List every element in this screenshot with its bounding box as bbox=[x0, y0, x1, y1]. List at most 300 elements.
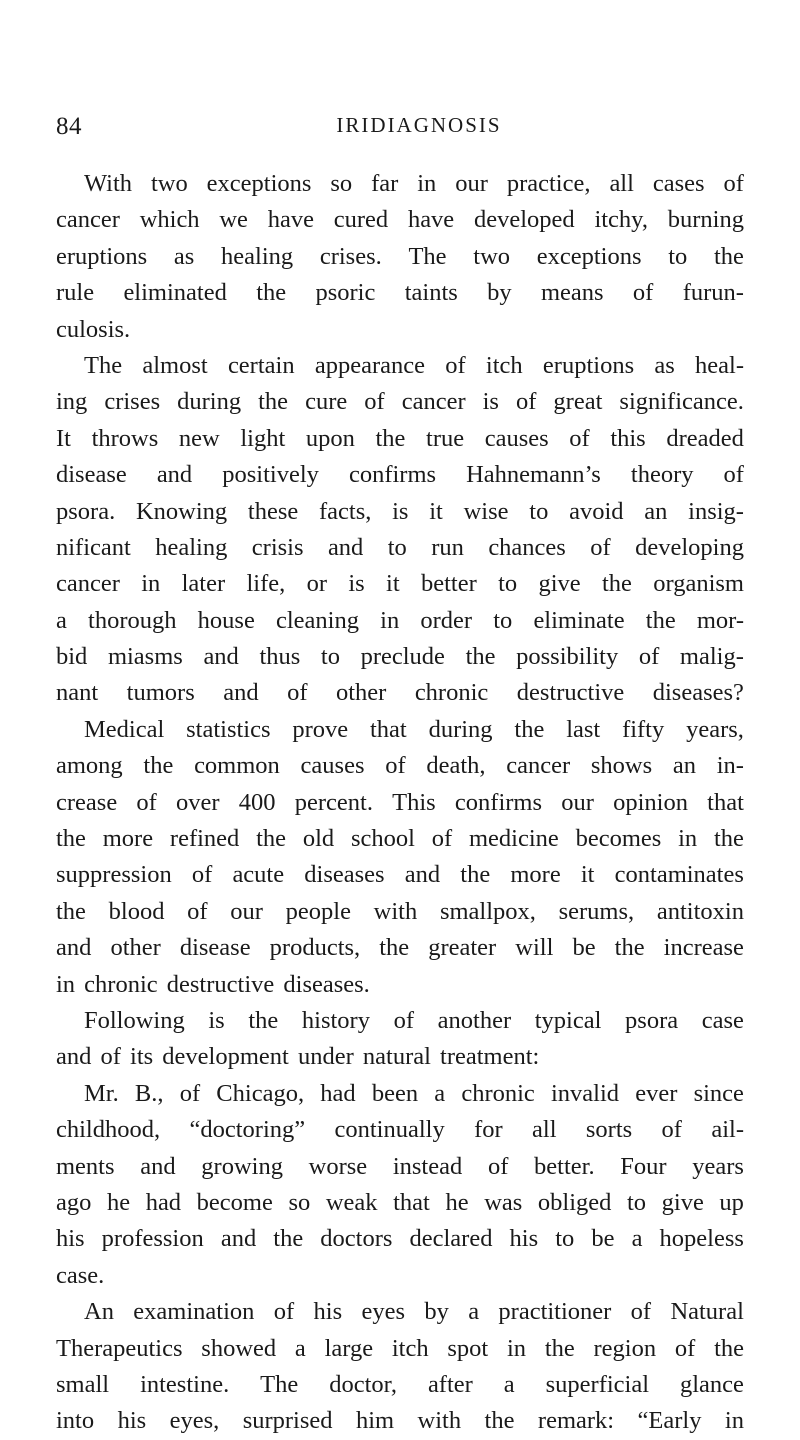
word: be bbox=[572, 934, 596, 962]
word: The bbox=[260, 1370, 299, 1398]
word: shows bbox=[590, 752, 653, 780]
word: years, bbox=[686, 715, 744, 743]
word: for bbox=[474, 1116, 503, 1144]
word: and bbox=[404, 861, 441, 889]
word: statistics bbox=[186, 715, 271, 743]
word: all bbox=[532, 1116, 557, 1144]
word: an bbox=[672, 752, 696, 780]
word: the bbox=[645, 606, 676, 634]
text-line bbox=[56, 1403, 744, 1439]
text-line-content: in chronic destructive diseases. bbox=[56, 970, 370, 998]
word: cancer bbox=[401, 388, 466, 416]
word: With bbox=[84, 170, 133, 197]
word: “doctoring” bbox=[189, 1116, 306, 1144]
word: typical bbox=[534, 1006, 602, 1034]
word: as bbox=[654, 351, 675, 379]
word: he bbox=[106, 1188, 131, 1216]
word: appearance bbox=[314, 351, 425, 379]
word: by bbox=[424, 1298, 449, 1326]
word: two bbox=[473, 242, 511, 270]
word: glance bbox=[680, 1370, 744, 1398]
word: showed bbox=[201, 1334, 277, 1362]
word: crisis bbox=[251, 533, 304, 561]
word: the bbox=[484, 1407, 515, 1435]
word: mor- bbox=[696, 606, 744, 634]
word: the bbox=[714, 1334, 744, 1362]
word: cured bbox=[333, 206, 389, 234]
word: psoric bbox=[315, 279, 376, 307]
word: years bbox=[692, 1152, 744, 1180]
word: since bbox=[693, 1079, 744, 1107]
word: true bbox=[426, 424, 465, 452]
word: in bbox=[506, 1334, 527, 1362]
word: declared bbox=[409, 1225, 493, 1253]
word: percent. bbox=[294, 788, 373, 816]
text-line bbox=[56, 202, 744, 238]
word: heal- bbox=[695, 351, 744, 379]
word: of bbox=[515, 388, 537, 416]
word: is bbox=[392, 497, 409, 525]
word: developed bbox=[473, 206, 575, 234]
text-line bbox=[56, 785, 744, 821]
word: the bbox=[713, 242, 744, 270]
text-line-content: case. bbox=[56, 1261, 105, 1289]
word: greater bbox=[428, 934, 497, 962]
word: exceptions bbox=[536, 242, 642, 270]
word: developing bbox=[635, 533, 744, 561]
word: of bbox=[638, 643, 660, 671]
word: better bbox=[420, 570, 477, 598]
word: Mr. bbox=[84, 1079, 119, 1107]
word: among bbox=[56, 752, 123, 780]
text-line bbox=[56, 421, 744, 457]
word: intestine. bbox=[140, 1370, 230, 1398]
word: to bbox=[668, 242, 688, 270]
word: Natural bbox=[670, 1298, 744, 1326]
word: significance. bbox=[619, 388, 744, 416]
word: last bbox=[566, 715, 601, 743]
word: increase bbox=[663, 934, 744, 962]
word: of bbox=[191, 861, 213, 889]
word: of bbox=[385, 752, 406, 780]
page-number: 84 bbox=[56, 113, 82, 140]
word: other bbox=[110, 934, 161, 962]
word: diseases? bbox=[652, 679, 744, 707]
word: means bbox=[540, 279, 604, 307]
word: of bbox=[179, 1079, 201, 1107]
word: An bbox=[84, 1298, 114, 1326]
word: school bbox=[350, 825, 415, 853]
text-line-content: and of its development under natural treatment: bbox=[56, 1043, 540, 1071]
word: Following bbox=[84, 1006, 185, 1034]
word: avoid bbox=[569, 497, 624, 525]
word: possibility bbox=[516, 643, 619, 671]
word: great bbox=[553, 388, 603, 416]
word: Hahnemann’s bbox=[466, 461, 601, 489]
word: childhood, bbox=[56, 1116, 161, 1144]
word: organism bbox=[653, 570, 744, 598]
word: that bbox=[707, 788, 744, 816]
word: prove bbox=[292, 715, 349, 743]
word: ever bbox=[635, 1079, 678, 1107]
word: ago bbox=[56, 1188, 92, 1216]
word: spot bbox=[447, 1334, 489, 1362]
word: cases bbox=[652, 170, 705, 197]
word: destructive bbox=[516, 679, 625, 707]
word: itch bbox=[485, 351, 523, 379]
word: our bbox=[230, 897, 263, 925]
word: surprised bbox=[242, 1407, 333, 1435]
word: healing bbox=[221, 242, 294, 270]
text-line bbox=[56, 1294, 744, 1330]
text-line bbox=[56, 348, 744, 384]
word: the bbox=[714, 825, 744, 853]
word: the bbox=[56, 897, 86, 925]
word: in bbox=[380, 606, 400, 634]
word: that bbox=[370, 715, 407, 743]
text-line bbox=[56, 603, 744, 639]
word: our bbox=[561, 788, 594, 816]
word: during bbox=[177, 388, 242, 416]
word: invalid bbox=[550, 1079, 620, 1107]
word: we bbox=[219, 206, 248, 234]
word: a bbox=[631, 1225, 643, 1253]
word: in bbox=[724, 1407, 744, 1435]
word: and bbox=[156, 461, 193, 489]
word: practice, bbox=[506, 170, 591, 197]
word: miasms bbox=[107, 643, 183, 671]
text-line-content: culosis. bbox=[56, 315, 131, 343]
word: him bbox=[355, 1407, 395, 1435]
word: blood bbox=[108, 897, 165, 925]
word: bid bbox=[56, 643, 88, 671]
word: more bbox=[510, 861, 561, 889]
word: disease bbox=[56, 461, 127, 489]
word: region bbox=[593, 1334, 657, 1362]
word: new bbox=[178, 424, 220, 452]
word: more bbox=[102, 825, 154, 853]
word: in bbox=[141, 570, 161, 598]
word: profession bbox=[101, 1225, 204, 1253]
word: B., bbox=[134, 1079, 164, 1107]
word: light bbox=[240, 424, 286, 452]
word: by bbox=[487, 279, 512, 307]
word: confirms bbox=[454, 788, 543, 816]
word: the bbox=[143, 752, 174, 780]
word: the bbox=[56, 825, 86, 853]
word: of bbox=[569, 424, 590, 452]
word: the bbox=[248, 1006, 279, 1034]
word: house bbox=[197, 606, 255, 634]
text-line bbox=[56, 894, 744, 930]
word: continually bbox=[334, 1116, 445, 1144]
word: throws bbox=[91, 424, 159, 452]
word: cleaning bbox=[275, 606, 359, 634]
word: his bbox=[313, 1298, 343, 1326]
word: causes bbox=[484, 424, 549, 452]
word: psora. bbox=[56, 497, 116, 525]
word: the bbox=[379, 934, 410, 962]
word: of bbox=[723, 170, 744, 197]
word: weak bbox=[325, 1188, 378, 1216]
word: the bbox=[614, 934, 645, 962]
word: to bbox=[626, 1188, 647, 1216]
word: give bbox=[538, 570, 581, 598]
word: exceptions bbox=[206, 170, 312, 197]
word: with bbox=[373, 897, 418, 925]
word: people bbox=[285, 897, 351, 925]
word: of bbox=[187, 897, 208, 925]
word: insig- bbox=[688, 497, 744, 525]
word: burning bbox=[667, 206, 744, 234]
word: psora bbox=[625, 1006, 679, 1034]
word: instead bbox=[392, 1152, 463, 1180]
word: itchy, bbox=[594, 206, 648, 234]
word: examination bbox=[133, 1298, 255, 1326]
word: order bbox=[420, 606, 473, 634]
word: his bbox=[56, 1225, 85, 1253]
word: which bbox=[139, 206, 200, 234]
word: of bbox=[273, 1298, 295, 1326]
text-line bbox=[56, 712, 744, 748]
word: of bbox=[364, 388, 385, 416]
text-line bbox=[56, 1149, 744, 1185]
word: and bbox=[223, 679, 259, 707]
text-line bbox=[56, 1185, 744, 1221]
word: been bbox=[371, 1079, 419, 1107]
word: and bbox=[203, 643, 239, 671]
word: during bbox=[428, 715, 493, 743]
word: two bbox=[150, 170, 188, 197]
word: case bbox=[701, 1006, 744, 1034]
word: thus bbox=[259, 643, 301, 671]
text-line bbox=[56, 675, 744, 711]
word: his bbox=[509, 1225, 539, 1253]
word: the bbox=[460, 861, 491, 889]
word: have bbox=[267, 206, 314, 234]
word: give bbox=[661, 1188, 704, 1216]
word: large bbox=[324, 1334, 374, 1362]
word: of bbox=[630, 1298, 652, 1326]
word: up bbox=[719, 1188, 744, 1216]
word: practitioner bbox=[498, 1298, 612, 1326]
word: worse bbox=[308, 1152, 368, 1180]
word: tumors bbox=[126, 679, 195, 707]
word: of bbox=[661, 1116, 682, 1144]
word: another bbox=[437, 1006, 512, 1034]
word: “Early bbox=[637, 1407, 702, 1435]
text-line bbox=[56, 1003, 744, 1039]
word: healing bbox=[155, 533, 228, 561]
word: eliminated bbox=[123, 279, 227, 307]
word: nant bbox=[56, 679, 99, 707]
word: crease bbox=[56, 788, 118, 816]
word: become bbox=[196, 1188, 273, 1216]
word: that bbox=[393, 1188, 430, 1216]
word: chances bbox=[488, 533, 566, 561]
word: Knowing bbox=[135, 497, 228, 525]
word: smallpox, bbox=[439, 897, 536, 925]
word: the bbox=[256, 825, 287, 853]
word: eyes bbox=[361, 1298, 405, 1326]
word: is bbox=[348, 570, 365, 598]
word: to bbox=[555, 1225, 575, 1253]
word: so bbox=[330, 170, 353, 197]
word: superficial bbox=[545, 1370, 650, 1398]
word: of bbox=[287, 679, 308, 707]
word: a bbox=[294, 1334, 306, 1362]
text-line bbox=[56, 566, 744, 602]
word: to bbox=[320, 643, 340, 671]
word: cancer bbox=[506, 752, 571, 780]
word: The bbox=[84, 351, 123, 379]
body-text bbox=[56, 166, 744, 1440]
word: the bbox=[273, 1225, 304, 1253]
word: old bbox=[302, 825, 335, 853]
word: or bbox=[306, 570, 328, 598]
word: The bbox=[408, 242, 447, 270]
text-line bbox=[56, 384, 744, 420]
word: the bbox=[465, 643, 496, 671]
word: he bbox=[445, 1188, 469, 1216]
word: as bbox=[173, 242, 195, 270]
text-line bbox=[56, 821, 744, 857]
word: eruptions bbox=[542, 351, 635, 379]
word: of bbox=[590, 533, 611, 561]
word: his bbox=[117, 1407, 147, 1435]
word: the bbox=[601, 570, 632, 598]
word: these bbox=[247, 497, 299, 525]
word: to bbox=[498, 570, 518, 598]
text-line bbox=[56, 239, 744, 275]
word: common bbox=[194, 752, 280, 780]
word: of bbox=[393, 1006, 415, 1034]
word: doctors bbox=[320, 1225, 393, 1253]
word: later bbox=[181, 570, 226, 598]
word: will bbox=[515, 934, 554, 962]
word: medicine bbox=[468, 825, 559, 853]
word: chronic bbox=[414, 679, 489, 707]
word: it bbox=[429, 497, 443, 525]
word: ail- bbox=[711, 1116, 744, 1144]
text-line bbox=[56, 1331, 744, 1367]
word: diseases bbox=[304, 861, 385, 889]
word: of bbox=[431, 825, 453, 853]
word: an bbox=[644, 497, 668, 525]
text-line bbox=[56, 457, 744, 493]
word: refined bbox=[169, 825, 240, 853]
word: history bbox=[301, 1006, 370, 1034]
word: the bbox=[514, 715, 545, 743]
word: Four bbox=[620, 1152, 667, 1180]
word: itch bbox=[391, 1334, 429, 1362]
text-line bbox=[56, 275, 744, 311]
word: acute bbox=[232, 861, 285, 889]
word: hopeless bbox=[659, 1225, 744, 1253]
word: to bbox=[493, 606, 513, 634]
word: products, bbox=[269, 934, 361, 962]
word: causes bbox=[300, 752, 365, 780]
word: opinion bbox=[613, 788, 688, 816]
word: in bbox=[417, 170, 437, 197]
word: thorough bbox=[88, 606, 177, 634]
word: after bbox=[427, 1370, 473, 1398]
word: this bbox=[610, 424, 646, 452]
word: over bbox=[176, 788, 220, 816]
word: small bbox=[56, 1370, 110, 1398]
word: life, bbox=[246, 570, 286, 598]
word: almost bbox=[142, 351, 208, 379]
word: far bbox=[371, 170, 399, 197]
word: of bbox=[136, 788, 157, 816]
word: Therapeutics bbox=[56, 1334, 183, 1362]
text-line bbox=[56, 1039, 744, 1075]
word: ing bbox=[56, 388, 88, 416]
text-line bbox=[56, 857, 744, 893]
word: facts, bbox=[319, 497, 372, 525]
word: to bbox=[387, 533, 407, 561]
word: crises bbox=[104, 388, 161, 416]
word: the bbox=[544, 1334, 575, 1362]
word: becomes bbox=[575, 825, 662, 853]
word: of bbox=[445, 351, 466, 379]
word: and bbox=[327, 533, 364, 561]
word: a bbox=[56, 606, 67, 634]
text-line bbox=[56, 1221, 744, 1257]
word: This bbox=[392, 788, 436, 816]
word: in- bbox=[716, 752, 744, 780]
word: antitoxin bbox=[656, 897, 744, 925]
word: be bbox=[591, 1225, 615, 1253]
word: of bbox=[487, 1152, 509, 1180]
text-line bbox=[56, 494, 744, 530]
word: it bbox=[386, 570, 400, 598]
word: dreaded bbox=[666, 424, 744, 452]
word: so bbox=[288, 1188, 311, 1216]
word: it bbox=[580, 861, 595, 889]
word: is bbox=[208, 1006, 225, 1034]
word: sorts bbox=[585, 1116, 633, 1144]
word: wise bbox=[463, 497, 509, 525]
word: remark: bbox=[537, 1407, 615, 1435]
word: crises. bbox=[319, 242, 382, 270]
word: better. bbox=[534, 1152, 595, 1180]
text-line bbox=[56, 1112, 744, 1148]
word: a bbox=[503, 1370, 515, 1398]
text-line bbox=[56, 166, 744, 202]
word: and bbox=[220, 1225, 257, 1253]
word: malig- bbox=[679, 643, 744, 671]
word: had bbox=[320, 1079, 356, 1107]
word: cure bbox=[305, 388, 348, 416]
word: upon bbox=[305, 424, 355, 452]
word: suppression bbox=[56, 861, 172, 889]
word: positively bbox=[222, 461, 319, 489]
word: was bbox=[484, 1188, 523, 1216]
word: of bbox=[723, 461, 744, 489]
text-line bbox=[56, 748, 744, 784]
word: theory bbox=[630, 461, 694, 489]
text-line bbox=[56, 967, 744, 1003]
word: our bbox=[455, 170, 488, 197]
word: a bbox=[468, 1298, 480, 1326]
text-line bbox=[56, 312, 744, 348]
text-line bbox=[56, 530, 744, 566]
word: nificant bbox=[56, 533, 131, 561]
word: of bbox=[674, 1334, 696, 1362]
word: eliminate bbox=[533, 606, 625, 634]
word: have bbox=[407, 206, 455, 234]
